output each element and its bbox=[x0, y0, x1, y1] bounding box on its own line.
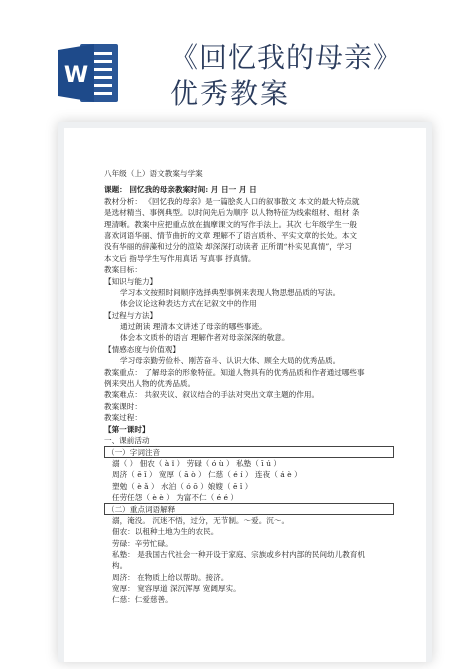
doc-line: 体会议论这种表达方式在记叙文中的作用 bbox=[120, 299, 257, 309]
doc-line: 私塾： 是我国古代社会一种开设于家庭、宗族或乡村内部的民间幼儿教育机 bbox=[112, 549, 366, 559]
doc-line: 仁慈：仁爱慈善。 bbox=[112, 595, 173, 605]
doc-line: 周济： 在物质上给以帮助。接济。 bbox=[112, 572, 229, 582]
doc-line: 一、课前活动 bbox=[104, 435, 150, 445]
doc-line: 【情感态度与价值观】 bbox=[104, 344, 180, 354]
doc-line: 宽厚： 宽容厚道 深沉浑厚 宽阔厚实。 bbox=[112, 584, 241, 594]
doc-line: 理清晰。教案中应把重点放在揣摩课文的写作手法上。其次 七年级学生一般 bbox=[104, 219, 358, 229]
doc-line: 劳碌：辛劳忙碌。 bbox=[112, 538, 173, 548]
doc-line: 【知识与能力】 bbox=[104, 276, 158, 286]
doc-line: 课题： 回忆我的母亲教案时间: 月 日一 月 日 bbox=[104, 185, 257, 195]
header-banner bbox=[0, 0, 474, 112]
doc-line: 学习本文按照时间顺序选择典型事例来表现人物思想品质的写法。 bbox=[120, 287, 341, 297]
doc-line: 溺（ ） 佃农（ à ï ） 劳碌（ ó ù ） 私塾（ ī ú ） bbox=[112, 458, 282, 468]
doc-line: 没有华丽的辞藻和过分的渲染 却深深打动读者 正所谓“朴实见真情”，学习 bbox=[104, 242, 352, 252]
doc-line: 【第一课时】 bbox=[104, 424, 150, 434]
doc-heading: 八年级（上）语文教案与学案 bbox=[104, 169, 203, 178]
doc-line: 溺，淹没。 沉迷不悟，过分，无节制。～爱。沉～。 bbox=[112, 515, 290, 525]
doc-line: 体会本文质朴的语言 理解作者对母亲深深的敬意。 bbox=[120, 333, 290, 343]
doc-line: 教案重点： 了解母亲的形象特征。知道人物具有的优秀品质和作者通过哪些事 bbox=[104, 367, 365, 377]
doc-line: 教材分析： 《回忆我的母亲》是一篇脍炙人口的叙事散文 本文的最大特点就 bbox=[104, 196, 360, 206]
doc-boxed-line: （一）字词注音 bbox=[104, 446, 394, 457]
doc-line: 佃农：以租种土地为生的农民。 bbox=[112, 527, 219, 537]
word-document-icon bbox=[58, 40, 120, 106]
doc-line: 本文后 指导学生写作用真话 写真事 抒真情。 bbox=[104, 253, 256, 263]
doc-line: 喜欢词语华丽、情节曲折的文章 理解不了语言质朴、平实文章的长处。本文 bbox=[104, 230, 358, 240]
doc-line: 教案目标： bbox=[104, 265, 142, 275]
doc-line: 是选材精当、事例典型。以时间先后为顺序 以人物特征为线索组材、组材 条 bbox=[104, 208, 360, 218]
doc-line: 【过程与方法】 bbox=[104, 310, 158, 320]
doc-line: 教案课时： bbox=[104, 401, 142, 411]
doc-line: 构。 bbox=[112, 561, 128, 571]
doc-line: 学习母亲勤劳俭朴、刚苦奋斗、认识大体、顾全大局的优秀品质。 bbox=[120, 356, 341, 366]
doc-line: 例来突出人物的优秀品质。 bbox=[104, 379, 196, 389]
doc-line: 教案难点： 共叙夹议、叙议结合的手法对突出文章主题的作用。 bbox=[104, 390, 320, 400]
doc-line: 任劳任怨（ è è ） 为富不仁（ é é ） bbox=[112, 492, 238, 502]
word-letter: W bbox=[63, 63, 89, 88]
page-title-line2: 优秀教案 bbox=[170, 77, 291, 110]
doc-line: 塑勉（ è ǎ ） 水泊（ ó ō ）娘嫂（ ē ǐ ） bbox=[112, 481, 253, 491]
document-body bbox=[104, 168, 394, 606]
doc-boxed-line: （二）重点词语解释 bbox=[104, 503, 394, 514]
doc-line: 教案过程： bbox=[104, 413, 142, 423]
doc-line: 周济（ ē ǐ ） 宽厚（ ā ò ） 仁慈（ é í ） 连夜（ á è ） bbox=[112, 470, 302, 480]
doc-line: 通过朗读 理清本文讲述了母亲的哪些事迹。 bbox=[120, 322, 267, 332]
page-title-line1: 《回忆我的母亲》 bbox=[170, 41, 403, 74]
